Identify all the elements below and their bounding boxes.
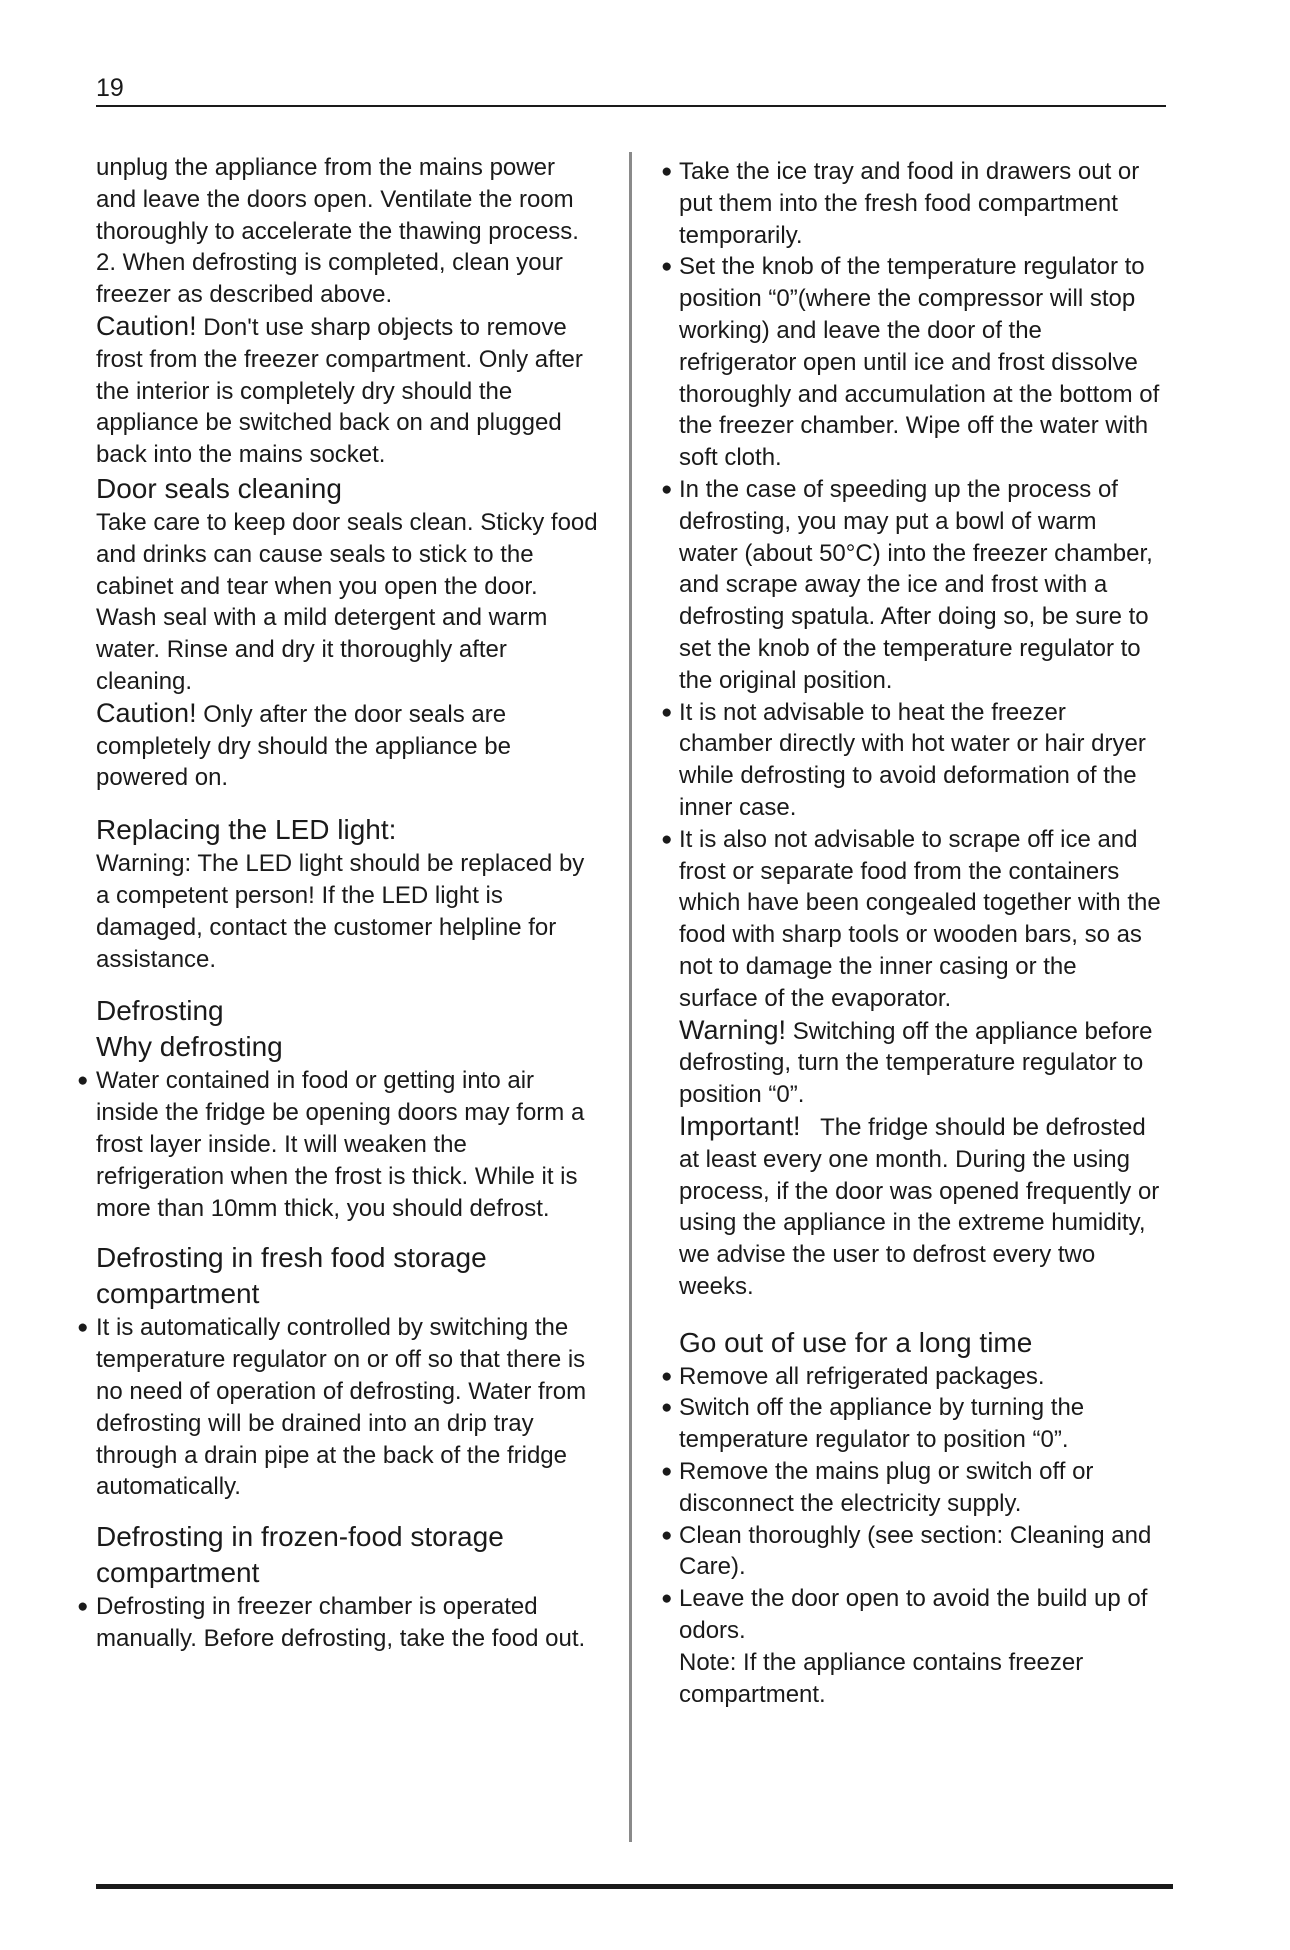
bullet-dot-icon: ● <box>661 828 673 850</box>
bullet-dot-icon: ● <box>661 1461 673 1483</box>
bullet-dot-icon: ● <box>661 1524 673 1546</box>
list-item: ● It is not advisable to heat the freezer chamber directly with hot water or hair dryer while defrosting to avoid deformation of the inner case. <box>661 698 1146 821</box>
door-seals-heading: Door seals cleaning <box>96 472 342 504</box>
step-2-paragraph: 2. When defrosting is completed, clean your freezer as described above. <box>96 249 563 309</box>
list-item: ● Leave the door open to avoid the build up of odors. <box>661 1585 1148 1645</box>
list-item: ● Remove all refrigerated packages. <box>661 1361 1161 1393</box>
right-column <box>661 156 1166 1710</box>
bullet-dot-icon: ● <box>661 701 673 723</box>
page-number: 19 <box>96 74 124 102</box>
footer-rule <box>96 1884 1173 1889</box>
bullet-dot-icon: ● <box>661 1397 673 1419</box>
left-column <box>77 152 601 1655</box>
fresh-food-defrost-heading: Defrosting in fresh food storage compartment <box>96 1242 487 1310</box>
long-time-heading: Go out of use for a long time <box>679 1326 1033 1358</box>
led-heading: Replacing the LED light: <box>96 814 397 846</box>
bullet-dot-icon: ● <box>661 478 673 500</box>
bullet-dot-icon: ● <box>77 1317 89 1339</box>
list-item: ● Take the ice tray and food in drawers out or put them into the fresh food compartment temporarily. <box>661 158 1140 249</box>
bullet-dot-icon: ● <box>661 256 673 278</box>
list-item: ● Defrosting in freezer chamber is operated manually. Before defrosting, take the food out. <box>77 1593 586 1652</box>
warning-text: Switching off the appliance before defrosting, turn the temperature regulator to position “0”. <box>679 1017 1153 1109</box>
bullet-dot-icon: ● <box>77 1596 89 1618</box>
warning-paragraph <box>661 1015 1161 1111</box>
frozen-food-defrost-heading: Defrosting in frozen-food storage compartment <box>96 1521 504 1589</box>
door-seals-paragraph: Take care to keep door seals clean. Sticky food and drinks can cause seals to stick to the cabinet and tear when you open the door. Wash seal with a mild detergent and warm water. Rinse and dry it thoroughly after cleaning. <box>96 508 598 695</box>
important-text: The fridge should be defrosted at least every one month. During the using process, if the door was opened frequently or using the appliance in the extreme humidity, we advise the user to defrost every two weeks. <box>679 1113 1166 1300</box>
bullet-dot-icon: ● <box>661 1588 673 1610</box>
list-item: ● It is also not advisable to scrape off ice and frost or separate food from the containers which have been congealed together with the food with sharp tools or wooden bars, so as not to damage the inner casing or the surface of the evaporator. <box>661 825 1161 1012</box>
bullet-dot-icon: ● <box>661 1365 673 1387</box>
important-label: Important! <box>679 1110 801 1141</box>
list-item: ● Switch off the appliance by turning the temperature regulator to position “0”. <box>661 1394 1085 1454</box>
important-paragraph <box>661 1110 1166 1303</box>
defrosting-heading: Defrosting <box>96 995 224 1027</box>
caution-label: Caution! <box>96 310 197 341</box>
intro-paragraph: unplug the appliance from the mains power and leave the doors open. Ventilate the room thoroughly to accelerate the thawing process. <box>96 154 579 245</box>
bullet-dot-icon: ● <box>77 1070 89 1092</box>
list-item: ● Water contained in food or getting into air inside the fridge be opening doors may form a frost layer inside. It will weaken the refrigeration when the frost is thick. While it is more than 10mm thick, you should defrost. <box>77 1067 585 1222</box>
column-divider <box>629 152 632 1842</box>
caution-paragraph <box>96 311 601 471</box>
note-paragraph: Note: If the appliance contains freezer compartment. <box>679 1648 1084 1708</box>
caution-text: Only after the door seals are completely dry should the appliance be powered on. <box>96 700 511 792</box>
list-item: ● Remove the mains plug or switch off or disconnect the electricity supply. <box>661 1458 1094 1517</box>
list-item: ● In the case of speeding up the process of defrosting, you may put a bowl of warm water (about 50°C) into the freezer chamber, and scrape away the ice and frost with a defrosting spatula. After doing so, be sure to set the knob of the temperature regulator to the original position. <box>661 475 1153 694</box>
led-paragraph: Warning: The LED light should be replaced by a competent person! If the LED light is damaged, contact the customer helpline for assistance. <box>96 850 585 973</box>
why-defrosting-heading: Why defrosting <box>96 1031 283 1063</box>
header-rule <box>96 105 1166 107</box>
list-item: ● Set the knob of the temperature regulator to position “0”(where the compressor will stop working) and leave the door of the refrigerator open until ice and frost dissolve thoroughly and accumulation at the bottom of the freezer chamber. Wipe off the water with soft cloth. <box>661 253 1160 472</box>
list-item: ● It is automatically controlled by switching the temperature regulator on or off so that there is no need of operation of defrosting. Water from defrosting will be drained into an drip tray through a drain pipe at the back of the fridge automatically. <box>77 1314 587 1501</box>
caution-text: Don't use sharp objects to remove frost from the freezer compartment. Only after the interior is completely dry should the appliance be switched back on and plugged back into the mains socket. <box>96 313 583 469</box>
list-item: ● Clean thoroughly (see section: Cleaning and Care). <box>661 1521 1152 1581</box>
caution-paragraph <box>96 698 601 794</box>
caution-label: Caution! <box>96 697 197 728</box>
bullet-dot-icon: ● <box>661 161 673 182</box>
warning-label: Warning! <box>679 1014 787 1045</box>
